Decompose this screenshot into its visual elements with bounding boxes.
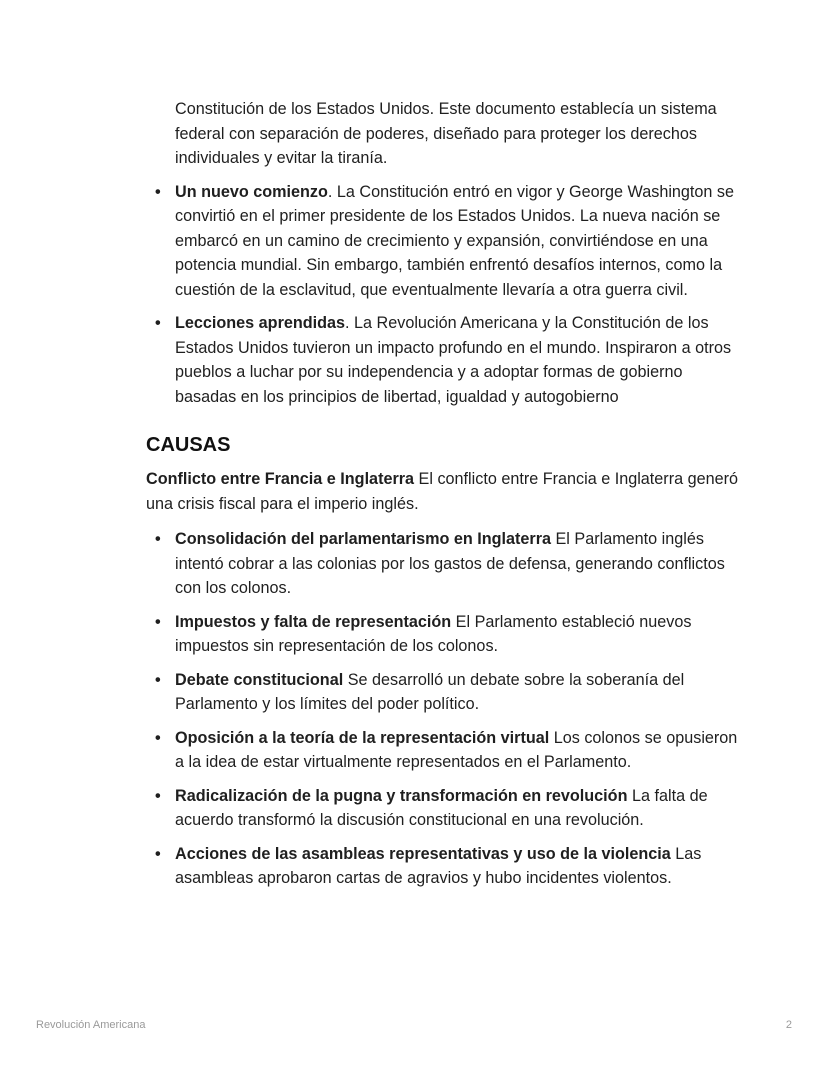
item-title: Consolidación del parlamentarismo en Inglaterra — [175, 530, 552, 548]
item-title: Lecciones aprendidas — [175, 314, 346, 332]
list-item — [146, 842, 746, 891]
causas-bullet-list — [146, 527, 746, 891]
item-title: Un nuevo comienzo — [175, 182, 328, 201]
item-title: Impuestos y falta de representación — [175, 612, 452, 631]
footer-page-number: 2 — [785, 1019, 792, 1031]
continuation-paragraph: Constitución de los Estados Unidos. Este documento establecía un sistema federal con separación de poderes, diseñado para proteger los derechos individuales y evitar la tiranía. — [175, 100, 717, 167]
section-heading-causas: CAUSAS — [146, 434, 231, 456]
list-item — [146, 726, 746, 775]
top-bullet-list — [146, 180, 746, 410]
list-item — [146, 311, 746, 409]
item-text: Las asambleas aprobaron cartas de agravios y hubo incidentes violentos. — [175, 844, 702, 887]
list-item — [146, 668, 746, 717]
list-item — [146, 610, 746, 659]
item-title: Oposición a la teoría de la representación virtual — [175, 728, 550, 747]
list-item — [146, 527, 746, 601]
item-text: . La Revolución Americana y la Constitución de los Estados Unidos tuvieron un impacto profundo en el mundo. Inspiraron a otros pueblos a luchar por su independencia y a adoptar formas de gobierno basadas en los principios de libertad, igualdad y autogobierno — [175, 314, 732, 406]
list-item — [146, 180, 746, 303]
item-text: . La Constitución entró en vigor y George Washington se convirtió en el primer presidente de los Estados Unidos. La nueva nación se embarcó en un camino de crecimiento y expansión, convirtiéndose en una potencia mundial. Sin embargo, también enfrentó desafíos internos, como la cuestión de la esclavitud, que eventualmente llevaría a otra guerra civil. — [175, 182, 735, 299]
item-title: Debate constitucional — [175, 670, 344, 689]
intro-text: El conflicto entre Francia e Inglaterra generó una crisis fiscal para el imperio inglés. — [146, 470, 738, 513]
item-text: La falta de acuerdo transformó la discusión constitucional en una revolución. — [175, 786, 708, 829]
intro-title: Conflicto entre Francia e Inglaterra — [146, 470, 415, 488]
item-text: Se desarrolló un debate sobre la soberanía del Parlamento y los límites del poder político. — [175, 670, 685, 713]
footer-document-title: Revolución Americana — [36, 1019, 146, 1031]
list-item — [146, 784, 746, 833]
item-title: Radicalización de la pugna y transformación en revolución — [175, 786, 628, 805]
page-content — [146, 97, 746, 891]
item-text: El Parlamento estableció nuevos impuestos sin representación de los colonos. — [175, 612, 692, 655]
item-text: Los colonos se opusieron a la idea de estar virtualmente representados en el Parlamento. — [175, 728, 738, 771]
item-text: El Parlamento inglés intentó cobrar a las colonias por los gastos de defensa, generando conflictos con los colonos. — [175, 530, 725, 597]
causas-intro — [146, 467, 746, 516]
item-title: Acciones de las asambleas representativas y uso de la violencia — [175, 844, 671, 863]
